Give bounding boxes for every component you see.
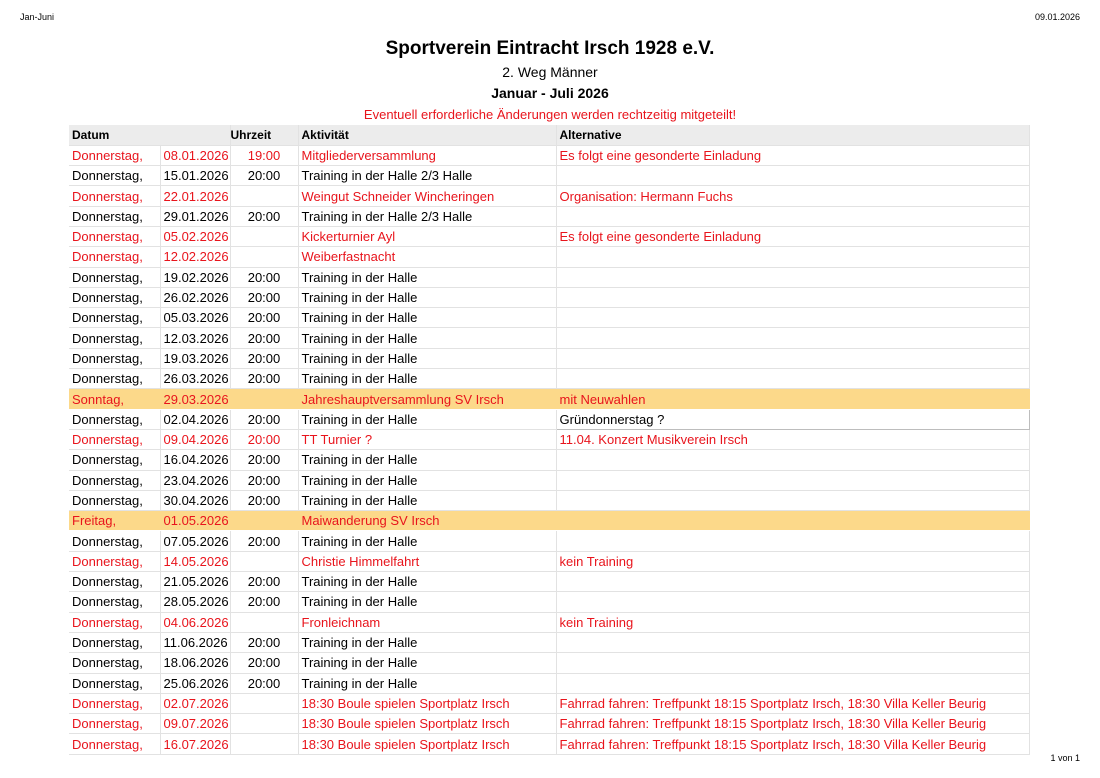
table-row [69,409,1029,429]
cell-weekday: Freitag, [69,511,160,531]
cell-date: 12.03.2026 [160,328,230,348]
cell-date: 05.02.2026 [160,226,230,246]
cell-time: 20:00 [230,206,298,226]
page-number: 1 von 1 [1050,753,1080,763]
cell-weekday: Donnerstag, [69,450,160,470]
cell-time: 19:00 [230,145,298,165]
table-row [69,267,1029,287]
cell-activity: Training in der Halle [298,450,556,470]
cell-alternative [556,308,1029,328]
table-row [69,531,1029,551]
cell-time: 20:00 [230,348,298,368]
cell-alternative [556,247,1029,267]
cell-weekday: Donnerstag, [69,714,160,734]
cell-weekday: Donnerstag, [69,145,160,165]
change-notice: Eventuell erforderliche Änderungen werden rechtzeitig mitgeteilt! [363,107,737,122]
cell-activity: Fronleichnam [298,612,556,632]
cell-weekday: Donnerstag, [69,734,160,754]
cell-date: 26.02.2026 [160,287,230,307]
cell-activity: Maiwanderung SV Irsch [298,511,556,531]
cell-weekday: Donnerstag, [69,693,160,713]
cell-activity: Training in der Halle [298,267,556,287]
cell-activity: Weingut Schneider Wincheringen [298,186,556,206]
cell-date: 21.05.2026 [160,572,230,592]
table-row [69,429,1029,449]
cell-weekday: Donnerstag, [69,308,160,328]
table-row [69,145,1029,165]
cell-alternative: kein Training [556,551,1029,571]
table-row [69,389,1029,409]
table-row [69,714,1029,734]
cell-alternative: Es folgt eine gesonderte Einladung [556,145,1029,165]
table-row [69,572,1029,592]
cell-date: 19.02.2026 [160,267,230,287]
cell-time [230,186,298,206]
table-row [69,247,1029,267]
cell-activity: 18:30 Boule spielen Sportplatz Irsch [298,714,556,734]
cell-alternative [556,673,1029,693]
cell-alternative: Fahrrad fahren: Treffpunkt 18:15 Sportplatz Irsch, 18:30 Villa Keller Beurig [556,714,1029,734]
cell-weekday: Donnerstag, [69,226,160,246]
cell-weekday: Donnerstag, [69,653,160,673]
cell-alternative [556,632,1029,652]
cell-weekday: Donnerstag, [69,267,160,287]
cell-weekday: Donnerstag, [69,592,160,612]
cell-activity: Training in der Halle [298,653,556,673]
schedule-period: Januar - Juli 2026 [491,85,609,101]
cell-date: 29.03.2026 [160,389,230,409]
table-row [69,551,1029,571]
cell-date: 16.04.2026 [160,450,230,470]
cell-activity: Training in der Halle [298,369,556,389]
cell-activity: Training in der Halle [298,632,556,652]
cell-weekday: Donnerstag, [69,531,160,551]
cell-activity: Training in der Halle [298,470,556,490]
cell-weekday: Donnerstag, [69,551,160,571]
cell-time: 20:00 [230,409,298,429]
cell-activity: Training in der Halle [298,490,556,510]
schedule-body [69,145,1029,754]
cell-activity: 18:30 Boule spielen Sportplatz Irsch [298,693,556,713]
cell-time: 20:00 [230,531,298,551]
cell-date: 04.06.2026 [160,612,230,632]
cell-date: 30.04.2026 [160,490,230,510]
cell-time [230,612,298,632]
cell-activity: Training in der Halle [298,592,556,612]
cell-time [230,693,298,713]
cell-weekday: Donnerstag, [69,429,160,449]
column-header-uhrzeit: Uhrzeit [230,125,298,145]
cell-time: 20:00 [230,673,298,693]
cell-date: 23.04.2026 [160,470,230,490]
cell-alternative: Organisation: Hermann Fuchs [556,186,1029,206]
cell-alternative: kein Training [556,612,1029,632]
cell-date: 05.03.2026 [160,308,230,328]
cell-time: 20:00 [230,166,298,186]
table-row [69,693,1029,713]
cell-activity: Training in der Halle 2/3 Halle [298,206,556,226]
cell-alternative [556,490,1029,510]
cell-date: 12.02.2026 [160,247,230,267]
cell-weekday: Donnerstag, [69,490,160,510]
cell-time [230,511,298,531]
table-header-row [69,125,1029,145]
cell-date: 14.05.2026 [160,551,230,571]
table-row [69,308,1029,328]
cell-date: 16.07.2026 [160,734,230,754]
cell-date: 02.07.2026 [160,693,230,713]
table-row [69,673,1029,693]
table-row [69,632,1029,652]
cell-alternative [556,470,1029,490]
schedule-table [69,125,1030,755]
cell-activity: Weiberfastnacht [298,247,556,267]
cell-weekday: Donnerstag, [69,206,160,226]
cell-date: 08.01.2026 [160,145,230,165]
cell-activity: Training in der Halle [298,531,556,551]
cell-time [230,389,298,409]
cell-weekday: Donnerstag, [69,369,160,389]
cell-weekday: Donnerstag, [69,166,160,186]
cell-alternative [556,531,1029,551]
cell-alternative: Es folgt eine gesonderte Einladung [556,226,1029,246]
cell-date: 09.04.2026 [160,429,230,449]
page-header-date: 09.01.2026 [1034,12,1080,22]
table-row [69,653,1029,673]
table-row [69,186,1029,206]
table-row [69,511,1029,531]
table-row [69,612,1029,632]
cell-time [230,226,298,246]
cell-alternative: Fahrrad fahren: Treffpunkt 18:15 Sportplatz Irsch, 18:30 Villa Keller Beurig [556,693,1029,713]
cell-weekday: Donnerstag, [69,287,160,307]
cell-time: 20:00 [230,592,298,612]
cell-time: 20:00 [230,369,298,389]
cell-date: 26.03.2026 [160,369,230,389]
table-row [69,592,1029,612]
cell-activity: Training in der Halle 2/3 Halle [298,166,556,186]
cell-alternative [556,267,1029,287]
cell-time [230,734,298,754]
cell-alternative [556,572,1029,592]
cell-alternative [556,328,1029,348]
cell-activity: Training in der Halle [298,328,556,348]
cell-time: 20:00 [230,450,298,470]
cell-date: 11.06.2026 [160,632,230,652]
cell-weekday: Donnerstag, [69,348,160,368]
cell-alternative: Gründonnerstag ? [556,409,1029,429]
table-row [69,287,1029,307]
table-row [69,490,1029,510]
cell-weekday: Donnerstag, [69,612,160,632]
cell-activity: TT Turnier ? [298,429,556,449]
cell-date: 28.05.2026 [160,592,230,612]
cell-weekday: Donnerstag, [69,186,160,206]
cell-weekday: Donnerstag, [69,632,160,652]
document-subtitle: 2. Weg Männer [502,64,598,80]
cell-alternative [556,592,1029,612]
page-header-left: Jan-Juni [20,12,55,22]
cell-time: 20:00 [230,308,298,328]
cell-alternative: mit Neuwahlen [556,389,1029,409]
cell-alternative [556,511,1029,531]
cell-activity: Jahreshauptversammlung SV Irsch [298,389,556,409]
cell-date: 07.05.2026 [160,531,230,551]
cell-weekday: Donnerstag, [69,409,160,429]
cell-activity: Training in der Halle [298,287,556,307]
table-row [69,206,1029,226]
table-row [69,734,1029,754]
cell-time: 20:00 [230,572,298,592]
column-header-alternative: Alternative [556,125,1029,145]
cell-activity: Mitgliederversammlung [298,145,556,165]
cell-alternative: 11.04. Konzert Musikverein Irsch [556,429,1029,449]
cell-alternative [556,206,1029,226]
table-row [69,166,1029,186]
cell-activity: 18:30 Boule spielen Sportplatz Irsch [298,734,556,754]
cell-time: 20:00 [230,287,298,307]
table-row [69,226,1029,246]
table-row [69,470,1029,490]
cell-time: 20:00 [230,653,298,673]
column-header-datum: Datum [69,125,230,145]
cell-date: 29.01.2026 [160,206,230,226]
table-row [69,369,1029,389]
cell-time [230,551,298,571]
table-row [69,450,1029,470]
cell-weekday: Donnerstag, [69,673,160,693]
cell-date: 15.01.2026 [160,166,230,186]
cell-activity: Training in der Halle [298,572,556,592]
cell-activity: Training in der Halle [298,409,556,429]
cell-time: 20:00 [230,267,298,287]
cell-weekday: Donnerstag, [69,470,160,490]
cell-time [230,247,298,267]
cell-activity: Christie Himmelfahrt [298,551,556,571]
cell-alternative [556,287,1029,307]
cell-date: 25.06.2026 [160,673,230,693]
cell-time: 20:00 [230,490,298,510]
cell-weekday: Donnerstag, [69,572,160,592]
cell-activity: Kickerturnier Ayl [298,226,556,246]
table-row [69,348,1029,368]
cell-alternative [556,348,1029,368]
column-header-aktivitaet: Aktivität [298,125,556,145]
cell-time: 20:00 [230,328,298,348]
cell-alternative [556,166,1029,186]
cell-date: 22.01.2026 [160,186,230,206]
cell-alternative: Fahrrad fahren: Treffpunkt 18:15 Sportplatz Irsch, 18:30 Villa Keller Beurig [556,734,1029,754]
cell-time: 20:00 [230,470,298,490]
cell-time: 20:00 [230,429,298,449]
cell-date: 19.03.2026 [160,348,230,368]
cell-weekday: Donnerstag, [69,247,160,267]
cell-date: 18.06.2026 [160,653,230,673]
cell-date: 02.04.2026 [160,409,230,429]
cell-weekday: Donnerstag, [69,328,160,348]
cell-activity: Training in der Halle [298,673,556,693]
cell-activity: Training in der Halle [298,308,556,328]
cell-time [230,714,298,734]
table-row [69,328,1029,348]
cell-time: 20:00 [230,632,298,652]
cell-weekday: Sonntag, [69,389,160,409]
cell-alternative [556,450,1029,470]
document-title: Sportverein Eintracht Irsch 1928 e.V. [385,38,715,59]
cell-date: 09.07.2026 [160,714,230,734]
cell-alternative [556,369,1029,389]
cell-date: 01.05.2026 [160,511,230,531]
cell-alternative [556,653,1029,673]
cell-activity: Training in der Halle [298,348,556,368]
